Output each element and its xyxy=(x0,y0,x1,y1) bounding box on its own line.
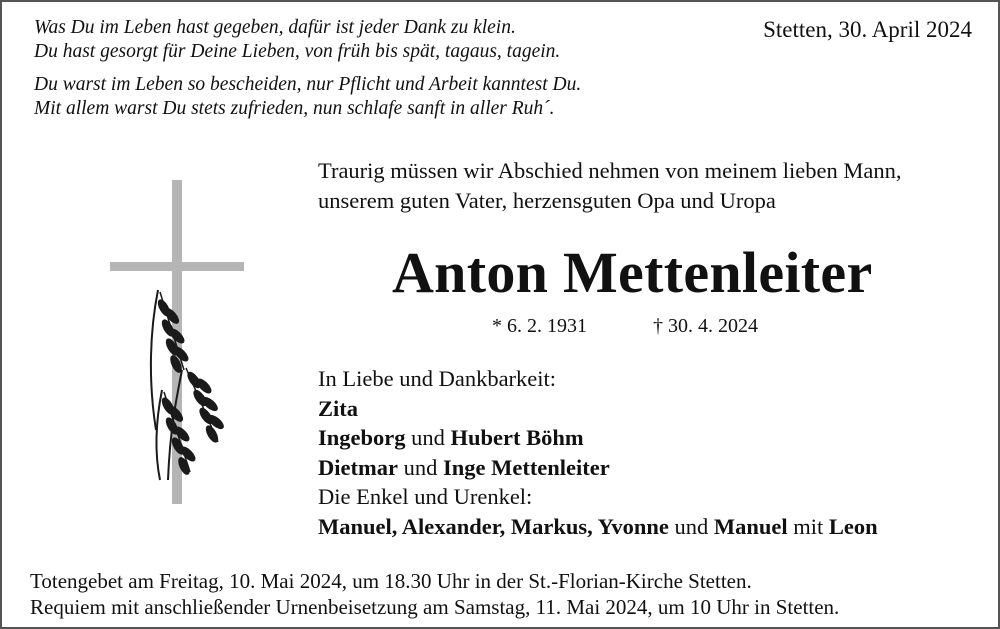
mourner-name: Ingeborg xyxy=(318,425,406,450)
mourners-list xyxy=(318,364,878,541)
mourner-line xyxy=(318,512,878,542)
mourner-name: Dietmar xyxy=(318,454,398,480)
birth-date: * 6. 2. 1931 xyxy=(492,315,587,337)
death-date: † 30. 4. 2024 xyxy=(653,315,758,337)
stanza-gap xyxy=(34,64,581,73)
mourner-line xyxy=(318,423,878,453)
intro-line: unserem guten Vater, herzensguten Opa und Uropa xyxy=(318,188,776,213)
mourner-name: Leon xyxy=(828,513,878,539)
poem-line: Du hast gesorgt für Deine Lieben, von früh bis spät, tagaus, tagein. xyxy=(34,41,561,62)
mourner-name: Manuel, Alexander, Markus, Yvonne xyxy=(318,513,669,539)
conjunction: und xyxy=(405,425,451,450)
service-line: Requiem mit anschließender Urnenbeisetzung am Samstag, 11. Mai 2024, um 10 Uhr in Stetten. xyxy=(30,595,840,619)
mourner-line xyxy=(318,453,878,483)
wheat-icon xyxy=(151,290,226,480)
deceased-name: Anton Mettenleiter xyxy=(392,240,873,305)
poem-line: Was Du im Leben hast gegeben, dafür ist jeder Dank zu klein. xyxy=(34,17,516,38)
cross-with-wheat-icon xyxy=(110,180,246,506)
poem xyxy=(34,16,581,121)
poem-line: Mit allem warst Du stets zufrieden, nun schlafe sanft in aller Ruh´. xyxy=(34,98,555,119)
grandchildren-label: Die Enkel und Urenkel: xyxy=(318,484,533,509)
place-date: Stetten, 30. April 2024 xyxy=(763,17,972,42)
mourner-name: Inge Mettenleiter xyxy=(442,454,610,480)
conjunction: mit xyxy=(787,513,829,539)
mourner-name: Hubert Böhm xyxy=(450,425,584,450)
mourner-name: Zita xyxy=(318,395,359,421)
life-dates xyxy=(492,313,758,339)
cross-icon xyxy=(110,180,244,504)
poem-line: Du warst im Leben so bescheiden, nur Pflicht und Arbeit kanntest Du. xyxy=(34,74,582,95)
intro-text xyxy=(318,156,901,216)
service-info xyxy=(30,568,839,620)
conjunction: und xyxy=(397,454,443,480)
mourner-name: Manuel xyxy=(713,513,788,539)
intro-line: Traurig müssen wir Abschied nehmen von meinem lieben Mann, xyxy=(318,158,902,183)
mourner-line xyxy=(318,394,878,424)
conjunction: und xyxy=(668,513,714,539)
mourners-heading: In Liebe und Dankbarkeit: xyxy=(318,366,557,391)
service-line: Totengebet am Freitag, 10. Mai 2024, um 18.30 Uhr in der St.-Florian-Kirche Stetten. xyxy=(30,569,752,593)
